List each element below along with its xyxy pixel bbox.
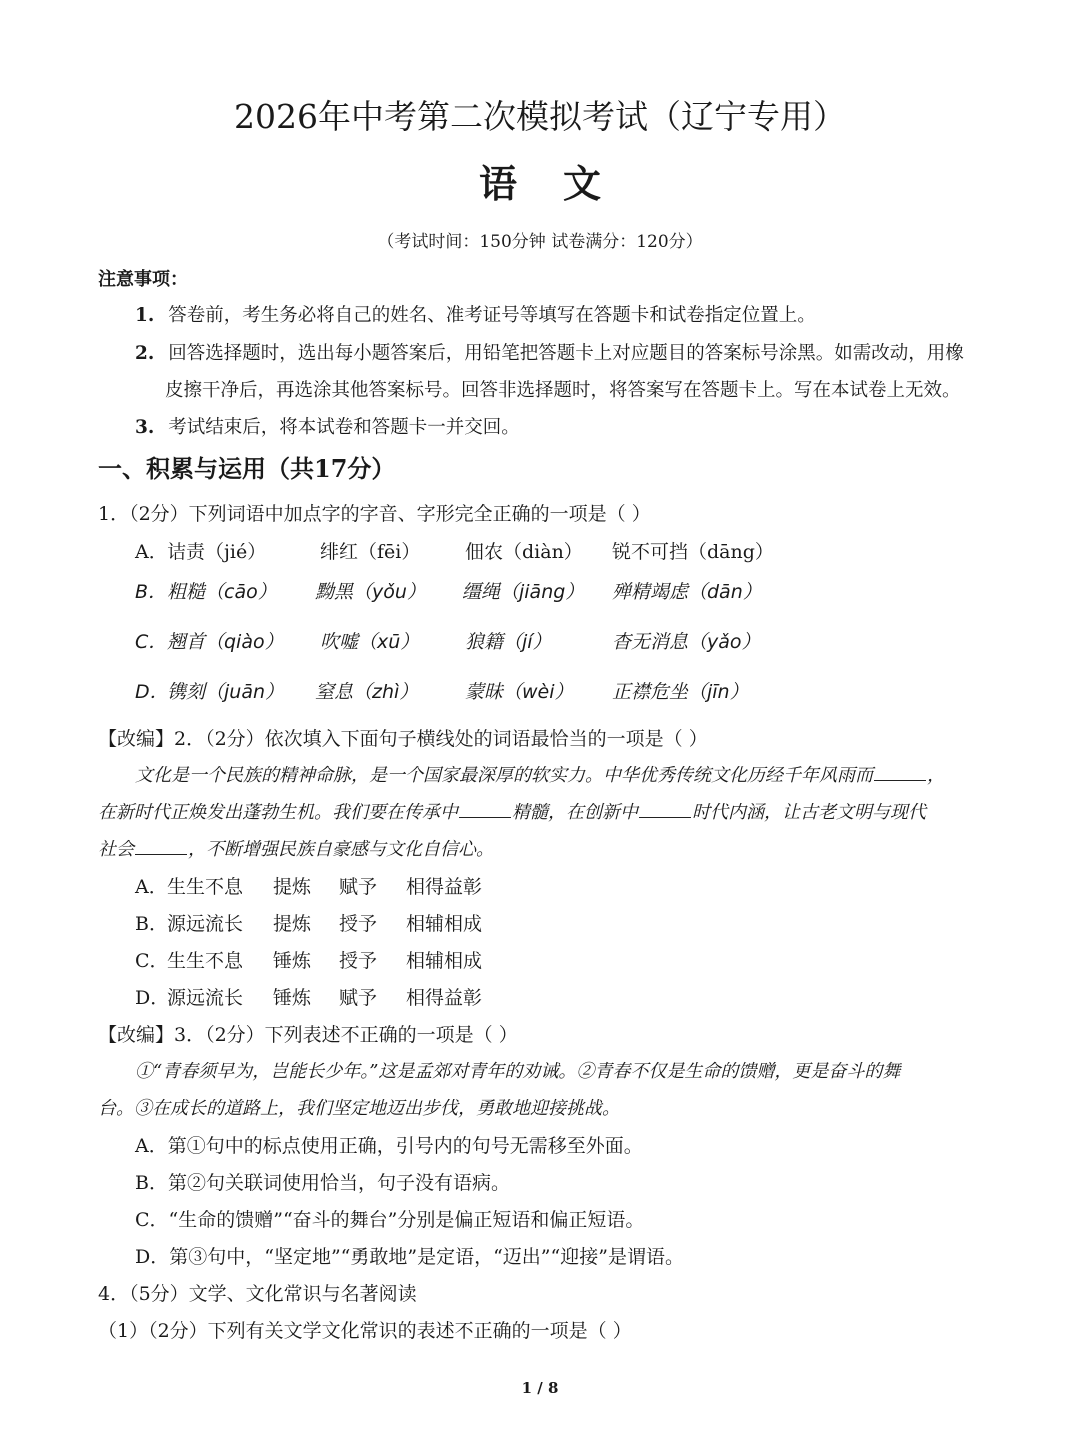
- question-1-stem: 1．（2分）下列词语中加点字的字音、字形完全正确的一项是（ ）: [98, 503, 651, 525]
- notice-item-1: [135, 302, 816, 330]
- passage-text: 精髓，在创新中: [512, 802, 638, 823]
- option-word: 相辅相成: [406, 950, 483, 972]
- option-cell: 狼籍（jí）: [465, 631, 552, 653]
- notice-number: 3.: [135, 417, 155, 438]
- fill-blank: [874, 762, 926, 781]
- option-cell: 镌刻（juān）: [167, 681, 285, 703]
- notice-item-3: [135, 414, 520, 442]
- fill-blank: [135, 836, 187, 855]
- q3-option-d: D．第③句中，“坚定地”“勇敢地”是定语，“迈出”“迎接”是谓语。: [135, 1246, 684, 1268]
- q3-passage-line-1: ①“青春须早为，岂能长少年。”这是孟郊对青年的劝诫。②青春不仅是生命的馈赠，更是奋斗的舞: [135, 1061, 901, 1082]
- notice-number: 1.: [135, 305, 155, 326]
- option-word: 相得益彰: [406, 876, 483, 898]
- option-word: 锤炼: [273, 987, 312, 1009]
- option-word: 相得益彰: [406, 987, 483, 1009]
- q3-option-b: B．第②句关联词使用恰当，句子没有语病。: [135, 1172, 510, 1194]
- option-word: 锤炼: [273, 950, 312, 972]
- option-cell: 殚精竭虑（dān）: [612, 581, 762, 603]
- q2-passage-line-2: [98, 799, 926, 827]
- option-label: B．: [135, 913, 168, 935]
- option-label: C．: [135, 631, 168, 653]
- option-cell: 蒙昧（wèi）: [465, 681, 574, 703]
- passage-text: ，不断增强民族自豪感与文化自信心。: [188, 839, 494, 860]
- option-word: 源远流长: [167, 913, 244, 935]
- notice-text-continued: 皮擦干净后，再选涂其他答案标号。回答非选择题时，将答案写在答题卡上。写在本试卷上无效。: [165, 380, 961, 401]
- notice-text: 回答选择题时，选出每小题答案后，用铅笔把答题卡上对应题目的答案标号涂黑。如需改动，用橡: [168, 343, 964, 364]
- option-word: 提炼: [273, 913, 312, 935]
- section-heading: 一、积累与运用（共17分）: [98, 454, 396, 483]
- passage-text: 在新时代正焕发出蓬勃生机。我们要在传承中: [98, 802, 458, 823]
- option-label: A．: [135, 541, 168, 563]
- q3-passage-line-2: 台。③在成长的道路上，我们坚定地迈出步伐，勇敢地迎接挑战。: [98, 1098, 620, 1119]
- passage-text: 社会: [98, 839, 134, 860]
- option-cell: 佃农（diàn）: [465, 541, 583, 563]
- option-cell: 杳无消息（yǎo）: [612, 631, 761, 653]
- option-cell: 诘责（jié）: [167, 541, 267, 563]
- notice-item-2: [135, 340, 964, 368]
- question-4-sub-1: （1）（2分）下列有关文学文化常识的表述不正确的一项是（ ）: [98, 1320, 632, 1342]
- option-word: 赋予: [339, 987, 378, 1009]
- option-word: 源远流长: [167, 987, 244, 1009]
- fill-blank: [459, 799, 511, 818]
- option-label: B．: [135, 581, 168, 603]
- fill-blank: [639, 799, 691, 818]
- option-cell: 窒息（zhì）: [315, 681, 419, 703]
- option-word: 授予: [339, 950, 378, 972]
- option-label: C．: [135, 950, 169, 972]
- option-cell: 黝黑（yǒu）: [315, 581, 426, 603]
- option-cell: 正襟危坐（jīn）: [612, 681, 749, 703]
- q2-passage-line-1: [135, 762, 945, 790]
- option-word: 生生不息: [167, 876, 244, 898]
- option-label: D．: [135, 987, 170, 1009]
- option-cell: 缰绳（jiāng）: [462, 581, 585, 603]
- subject-title: 语文: [478, 161, 647, 206]
- option-cell: 绯红（fēi）: [320, 541, 421, 563]
- passage-text: 时代内涵，让古老文明与现代: [692, 802, 926, 823]
- option-label: A．: [135, 876, 168, 898]
- option-word: 生生不息: [167, 950, 244, 972]
- option-word: 相辅相成: [406, 913, 483, 935]
- option-cell: 锐不可挡（dāng）: [612, 541, 774, 563]
- option-word: 赋予: [339, 876, 378, 898]
- passage-text: 文化是一个民族的精神命脉，是一个国家最深厚的软实力。中华优秀传统文化历经千年风雨而: [135, 765, 873, 786]
- option-word: 提炼: [273, 876, 312, 898]
- option-label: D．: [135, 681, 169, 703]
- question-4-stem: 4．（5分）文学、文化常识与名著阅读: [98, 1283, 417, 1305]
- q2-passage-line-3: [98, 836, 494, 864]
- option-cell: 翘首（qiào）: [167, 631, 284, 653]
- notice-number: 2.: [135, 343, 155, 364]
- notice-text: 答卷前，考生务必将自己的姓名、准考证号等填写在答题卡和试卷指定位置上。: [168, 305, 816, 326]
- exam-info: （考试时间：150分钟 试卷满分：120分）: [377, 232, 703, 252]
- question-3-stem: 【改编】3．（2分）下列表述不正确的一项是（ ）: [98, 1024, 518, 1046]
- question-2-stem: 【改编】2．（2分）依次填入下面句子横线处的词语最恰当的一项是（ ）: [98, 728, 708, 750]
- passage-text: ，: [927, 765, 945, 786]
- option-cell: 吹嘘（xū）: [320, 631, 420, 653]
- notice-heading: 注意事项：: [98, 269, 188, 290]
- exam-title: 2026年中考第二次模拟考试（辽宁专用）: [234, 97, 846, 136]
- q3-option-c: C．“生命的馈赠”“奋斗的舞台”分别是偏正短语和偏正短语。: [135, 1209, 645, 1231]
- option-word: 授予: [339, 913, 378, 935]
- option-cell: 粗糙（cāo）: [167, 581, 277, 603]
- q3-option-a: A．第①句中的标点使用正确，引号内的句号无需移至外面。: [135, 1135, 643, 1157]
- page-number: 1 / 8: [521, 1379, 559, 1397]
- notice-text: 考试结束后，将本试卷和答题卡一并交回。: [168, 417, 520, 438]
